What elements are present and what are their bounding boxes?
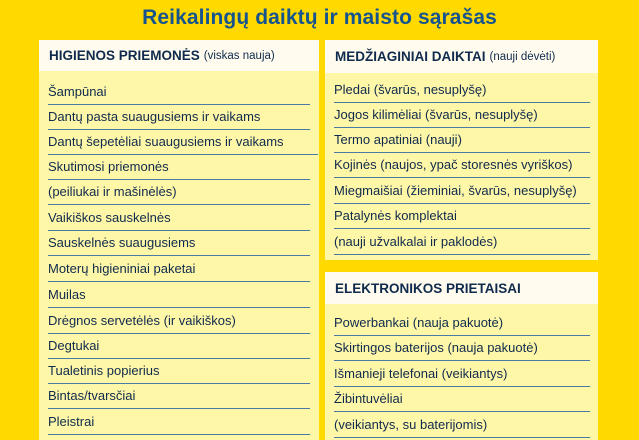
- electronics-header-title: ELEKTRONIKOS PRIETAISAI: [335, 280, 521, 296]
- list-item: Pleistrai: [48, 409, 310, 435]
- list-item: Miegmaišiai (žieminiai, švarūs, nesuplyšę): [334, 178, 590, 204]
- list-item: Moterų higieniniai paketai: [48, 256, 310, 282]
- list-item: Powerbankai (nauja pakuotė): [334, 310, 590, 336]
- list-item: Bintas/tvarsčiai: [48, 383, 310, 409]
- list-item: Vaikiškos sauskelnės: [48, 205, 310, 231]
- hygiene-panel-header: [39, 40, 319, 71]
- list-item: Žibintuvėliai: [334, 386, 590, 412]
- hygiene-panel: [39, 40, 319, 440]
- list-item: Patalynės komplektai: [334, 203, 590, 229]
- list-item: Dantų šepetėliai suaugusiems ir vaikams: [48, 129, 318, 155]
- page-title: Reikalingų daiktų ir maisto sąrašas: [142, 6, 497, 29]
- list-item: Šampūnai: [48, 79, 310, 105]
- list-item: (peiliukai ir mašinėlės): [48, 179, 310, 205]
- list-item: Termo apatiniai (nauji): [334, 127, 590, 153]
- electronics-panel: [325, 272, 598, 440]
- hygiene-header-note: (viskas nauja): [203, 49, 275, 62]
- list-item: Jogos kilimėliai (švarūs, nesuplyšę): [334, 102, 590, 128]
- list-item: Išmanieji telefonai (veikiantys): [334, 361, 590, 387]
- list-item: Degtukai: [48, 333, 310, 359]
- hygiene-header-title: HIGIENOS PRIEMONĖS: [49, 48, 200, 63]
- list-item: Muilas: [48, 282, 310, 308]
- materials-panel-header: [325, 40, 598, 73]
- list-item: Pledai (švarūs, nesuplyšę): [334, 77, 590, 103]
- electronics-panel-header: [325, 272, 598, 304]
- materials-panel: [325, 40, 598, 260]
- list-item: Drėgnos servetėlės (ir vaikiškos): [48, 308, 310, 334]
- list-item: Skutimosi priemonės: [48, 154, 310, 180]
- materials-header-title: MEDŽIAGINIAI DAIKTAI: [335, 49, 486, 64]
- materials-header-note: (nauji dėvėti): [489, 50, 556, 63]
- list-item: Dantų pasta suaugusiems ir vaikams: [48, 104, 310, 130]
- list-item: (veikiantys, su baterijomis): [334, 412, 590, 438]
- list-item: Kojinės (naujos, ypač storesnės vyriškos): [334, 152, 590, 178]
- list-item: (nauji užvalkalai ir paklodės): [334, 229, 590, 255]
- list-item: Tualetinis popierius: [48, 358, 310, 384]
- list-item: Skirtingos baterijos (nauja pakuotė): [334, 335, 590, 361]
- list-item: Sauskelnės suaugusiems: [48, 230, 310, 256]
